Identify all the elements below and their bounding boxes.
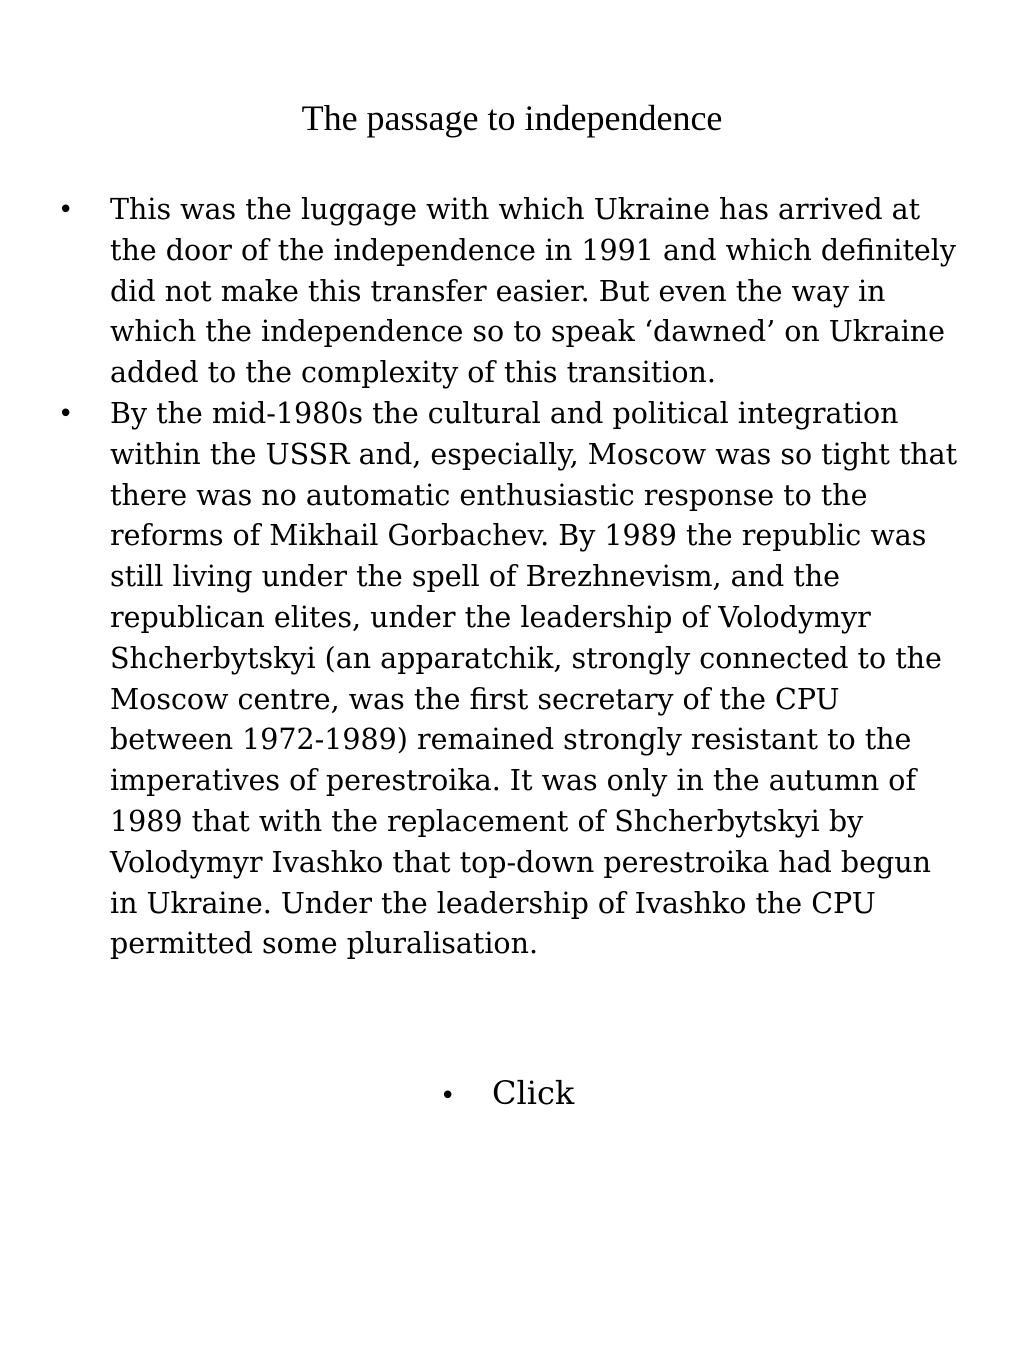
bullet-item-luggage [58, 190, 958, 394]
bullet-list [58, 190, 958, 965]
bullet-icon: • [58, 398, 74, 429]
bullet-text: By the mid-1980s the cultural and political integration within the USSR and, especially, Moscow was so tight that there was no automatic enthusiastic response to the reforms of Mikhail Gorbachev. By 1989 the republic was still living under the spell of Brezhnevism, and the republican elites, under the leadership of Volodymyr Shcherbytskyi (an apparatchik, strongly connected to the Moscow centre, was the first secretary of the CPU between 1972-1989) remained strongly resistant to the imperatives of perestroika. It was only in the autumn of 1989 that with the replacement of Shcherbytskyi by Volodymyr Ivashko that top-down perestroika had begun in Ukraine. Under the leadership of Ivashko the CPU permitted some pluralisation. [110, 396, 958, 961]
bullet-text: This was the luggage with which Ukraine has arrived at the door of the independence in 1991 and which definitely did not make this transfer easier. But even the way in which the independence so to speak ‘dawned’ on Ukraine added to the complexity of this transition. [110, 193, 957, 390]
bullet-item-mid-1980s [58, 394, 958, 965]
click-label[interactable]: Click [492, 1074, 575, 1112]
bullet-icon: • [58, 195, 74, 225]
click-link[interactable] [440, 1072, 574, 1117]
slide-title: The passage to independence [301, 98, 723, 138]
bullet-icon: • [440, 1081, 456, 1111]
